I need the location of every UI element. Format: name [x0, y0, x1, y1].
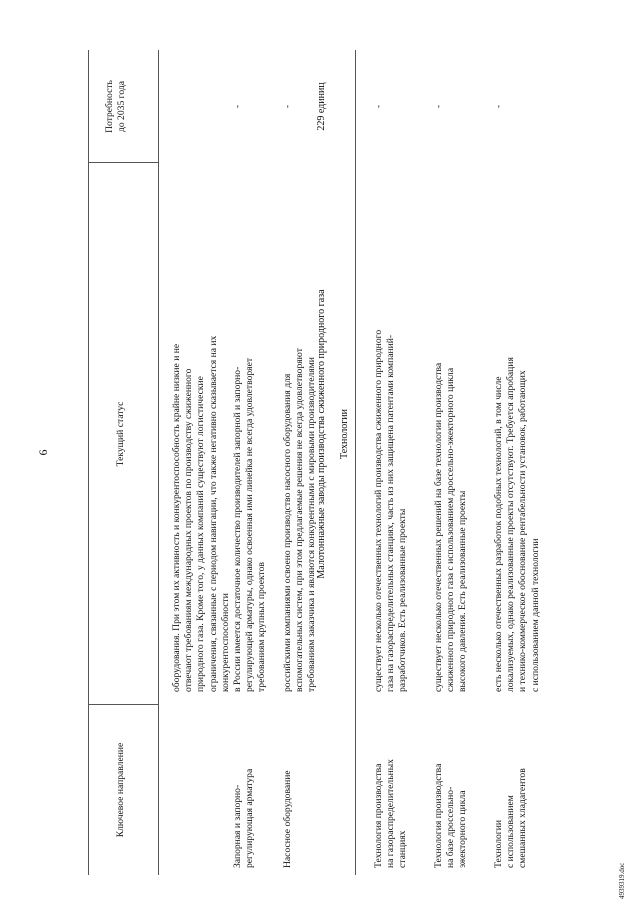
row-valves-status: в России имеется достаточное количество производителей запорной и запорно- регулирующей арматуры, однако освоенная ими линейка не всегда удовлетворяет требованиям крупных проектов — [232, 357, 268, 692]
section-small-lng-title: Малотоннажные заводы производства сжиженного природного газа — [316, 289, 327, 579]
tech-row-mixed-refrigerant-need: - — [493, 104, 504, 109]
table-bottom-border — [355, 50, 356, 875]
row-valves-direction: Запорная и запорно- регулирующая арматура — [232, 768, 256, 868]
row-valves-need: - — [232, 104, 243, 109]
row-continuation-status: оборудования. При этом их активность и конкурентоспособность крайне низкие и не отвечают требованиям международных проектов по производству сжиженного природного газа. Кроме того, у данных компаний существуют логистические ограничения, связанные с периодом навигации, что также негативно сказывается на их конкурентоспособности — [171, 335, 231, 692]
header-bottom-border — [158, 50, 159, 875]
header-direction: Ключевое направление — [115, 742, 126, 838]
tech-row-gds-direction: Технология производства на газораспределительных станциях — [373, 759, 409, 868]
tech-row-gds-need: - — [373, 104, 384, 109]
row-pumps-need: - — [282, 104, 293, 109]
tech-row-gds-status: существует несколько отечественных технологий производства сжиженного природного газа на газораспределительных станциях, часть из них защищена патентами компаний- разработчиков. Есть реализованные проекты — [373, 329, 409, 692]
page-number: 6 — [36, 449, 50, 456]
section-technologies-title: Технологии — [339, 408, 350, 460]
header-status: Текущий статус — [115, 401, 126, 467]
tech-row-ejector-status: существует несколько отечественных решений на базе технологии производства сжиженного природного газа с использованием дроссельно-эжекторного цикла высокого давления. Есть реализованные проекты — [433, 362, 469, 692]
row-pumps-status: российскими компаниями освоено производство насосного оборудования для вспомогательных систем, при этом предлагаемые решения не всегда удовлетворяют требованиям заказчика и являются конкурентными с мировыми производителями — [282, 348, 318, 692]
header-need: Потребность до 2035 года — [104, 80, 128, 133]
tech-row-mixed-refrigerant-direction: Технологии с использованием смешанных хладагентов — [493, 768, 529, 868]
table-top-border — [88, 50, 89, 875]
row-pumps-direction: Насосное оборудование — [282, 770, 293, 868]
tech-row-ejector-need: - — [433, 104, 444, 109]
tech-row-ejector-direction: Технология производства на базе дроссельно- эжекторного цикла — [433, 763, 469, 868]
tech-row-mixed-refrigerant-status: есть несколько отечественных разработок подобных технологий, в том числе локализуемых, однако реализованные проекты отсутствуют. Требуется апробация и технико-коммерческое обоснование рентабельности установок, работающих с использованием данной технологии — [493, 357, 541, 692]
footer-filename: 4939319.doc — [618, 862, 626, 899]
section-small-lng-need: 229 единиц — [316, 82, 327, 131]
